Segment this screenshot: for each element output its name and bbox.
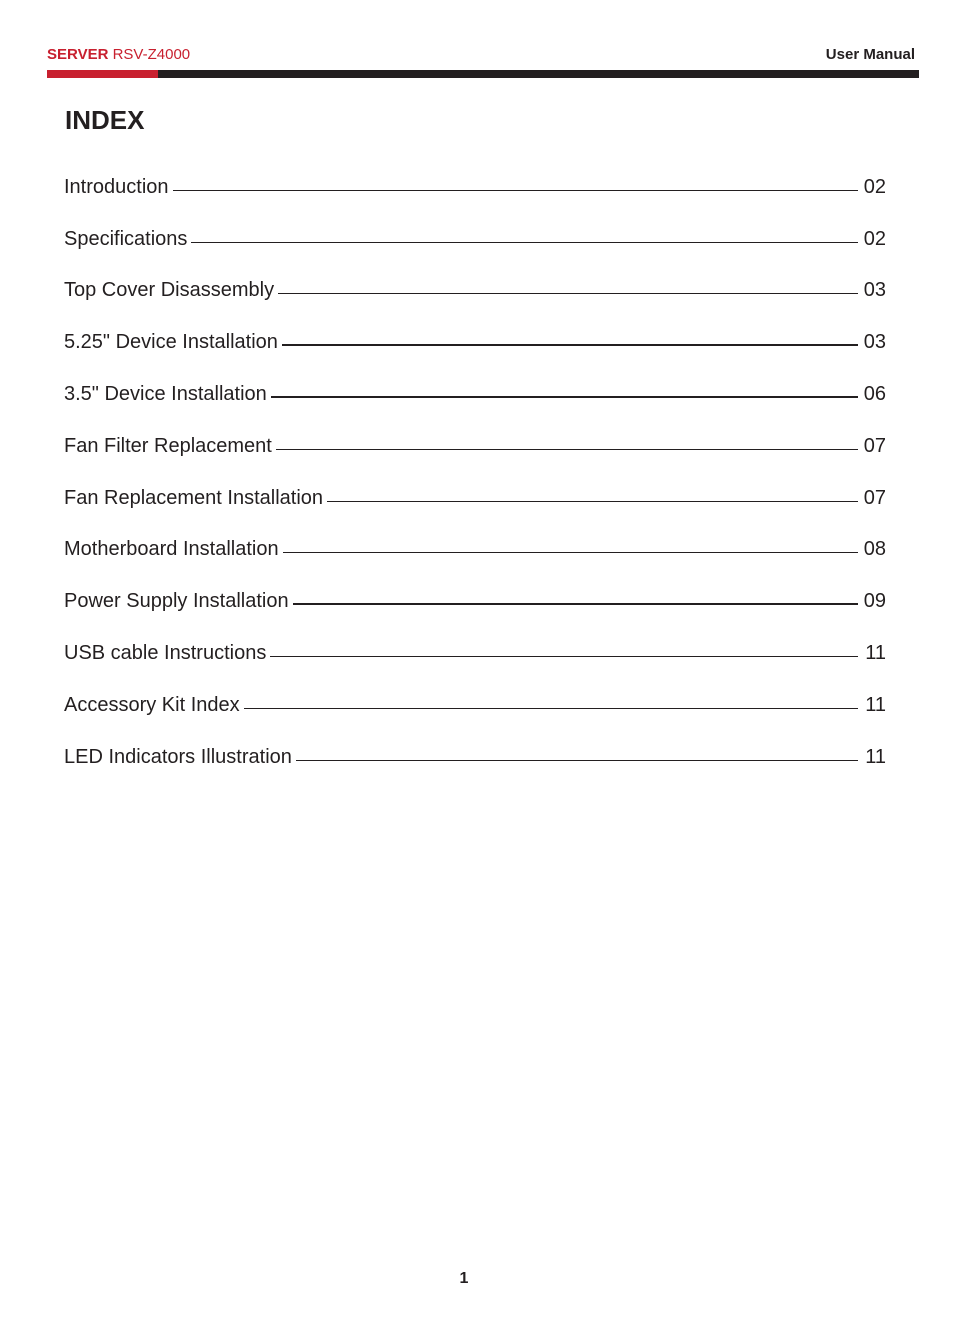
toc-item-title: Fan Filter Replacement <box>64 434 272 457</box>
toc-item-title: LED Indicators Illustration <box>64 745 292 768</box>
toc-item-page: 02 <box>863 227 886 250</box>
toc-item-title: Top Cover Disassembly <box>64 279 275 302</box>
index-title: INDEX <box>65 105 145 135</box>
toc-item-led-indicators-illustration[interactable] <box>64 720 886 772</box>
toc-item-35-device-installation[interactable] <box>64 357 886 409</box>
toc-item-accessory-kit-index[interactable] <box>64 668 886 720</box>
toc-leader-line <box>327 500 858 502</box>
table-of-contents <box>64 150 886 772</box>
toc-item-specifications[interactable] <box>64 202 886 254</box>
toc-item-page: 11 <box>865 641 886 664</box>
toc-item-title: Fan Replacement Installation <box>64 486 324 509</box>
toc-item-title: Specifications <box>64 227 188 250</box>
toc-item-motherboard-installation[interactable] <box>64 513 886 565</box>
toc-item-page: 11 <box>865 745 886 768</box>
toc-item-page: 06 <box>863 382 886 405</box>
toc-item-usb-cable-instructions[interactable] <box>64 616 886 668</box>
header-manual-label: User Manual <box>825 46 915 63</box>
toc-item-page: 11 <box>865 693 886 716</box>
toc-item-fan-filter-replacement[interactable] <box>64 409 886 461</box>
toc-item-525-device-installation[interactable] <box>64 305 886 357</box>
toc-item-title: Power Supply Installation <box>64 590 289 613</box>
toc-item-page: 07 <box>863 486 886 509</box>
toc-item-top-cover-disassembly[interactable] <box>64 254 886 306</box>
toc-leader-line <box>293 602 858 605</box>
header-model: RSV-Z4000 <box>112 46 191 63</box>
toc-leader-line <box>296 759 858 761</box>
toc-leader-line <box>276 448 858 450</box>
toc-leader-line <box>271 395 858 398</box>
toc-leader-line <box>278 292 858 294</box>
toc-item-title: 3.5" Device Installation <box>64 382 267 405</box>
toc-item-page: 03 <box>863 279 886 302</box>
header-product-label <box>47 46 190 64</box>
toc-item-title: 5.25" Device Installation <box>64 331 278 354</box>
header-bar-dark <box>158 70 919 78</box>
toc-item-fan-replacement-installation[interactable] <box>64 461 886 513</box>
toc-item-page: 09 <box>863 590 886 613</box>
toc-leader-line <box>173 189 858 191</box>
header-brand: SERVER <box>47 46 109 63</box>
toc-leader-line <box>282 343 858 346</box>
toc-item-power-supply-installation[interactable] <box>64 564 886 616</box>
header-bar-accent <box>47 70 158 78</box>
toc-item-page: 03 <box>863 331 886 354</box>
toc-item-introduction[interactable] <box>64 150 886 202</box>
toc-item-title: Introduction <box>64 175 169 198</box>
toc-leader-line <box>191 241 858 243</box>
toc-item-title: Accessory Kit Index <box>64 693 240 716</box>
toc-leader-line <box>244 707 858 709</box>
toc-item-page: 02 <box>863 175 886 198</box>
toc-item-page: 07 <box>863 434 886 457</box>
toc-leader-line <box>283 551 858 553</box>
page-number: 1 <box>459 1270 469 1287</box>
toc-item-page: 08 <box>863 538 886 561</box>
toc-item-title: Motherboard Installation <box>64 538 279 561</box>
header-divider-bar <box>47 70 919 78</box>
toc-item-title: USB cable Instructions <box>64 641 267 664</box>
toc-leader-line <box>270 655 858 657</box>
